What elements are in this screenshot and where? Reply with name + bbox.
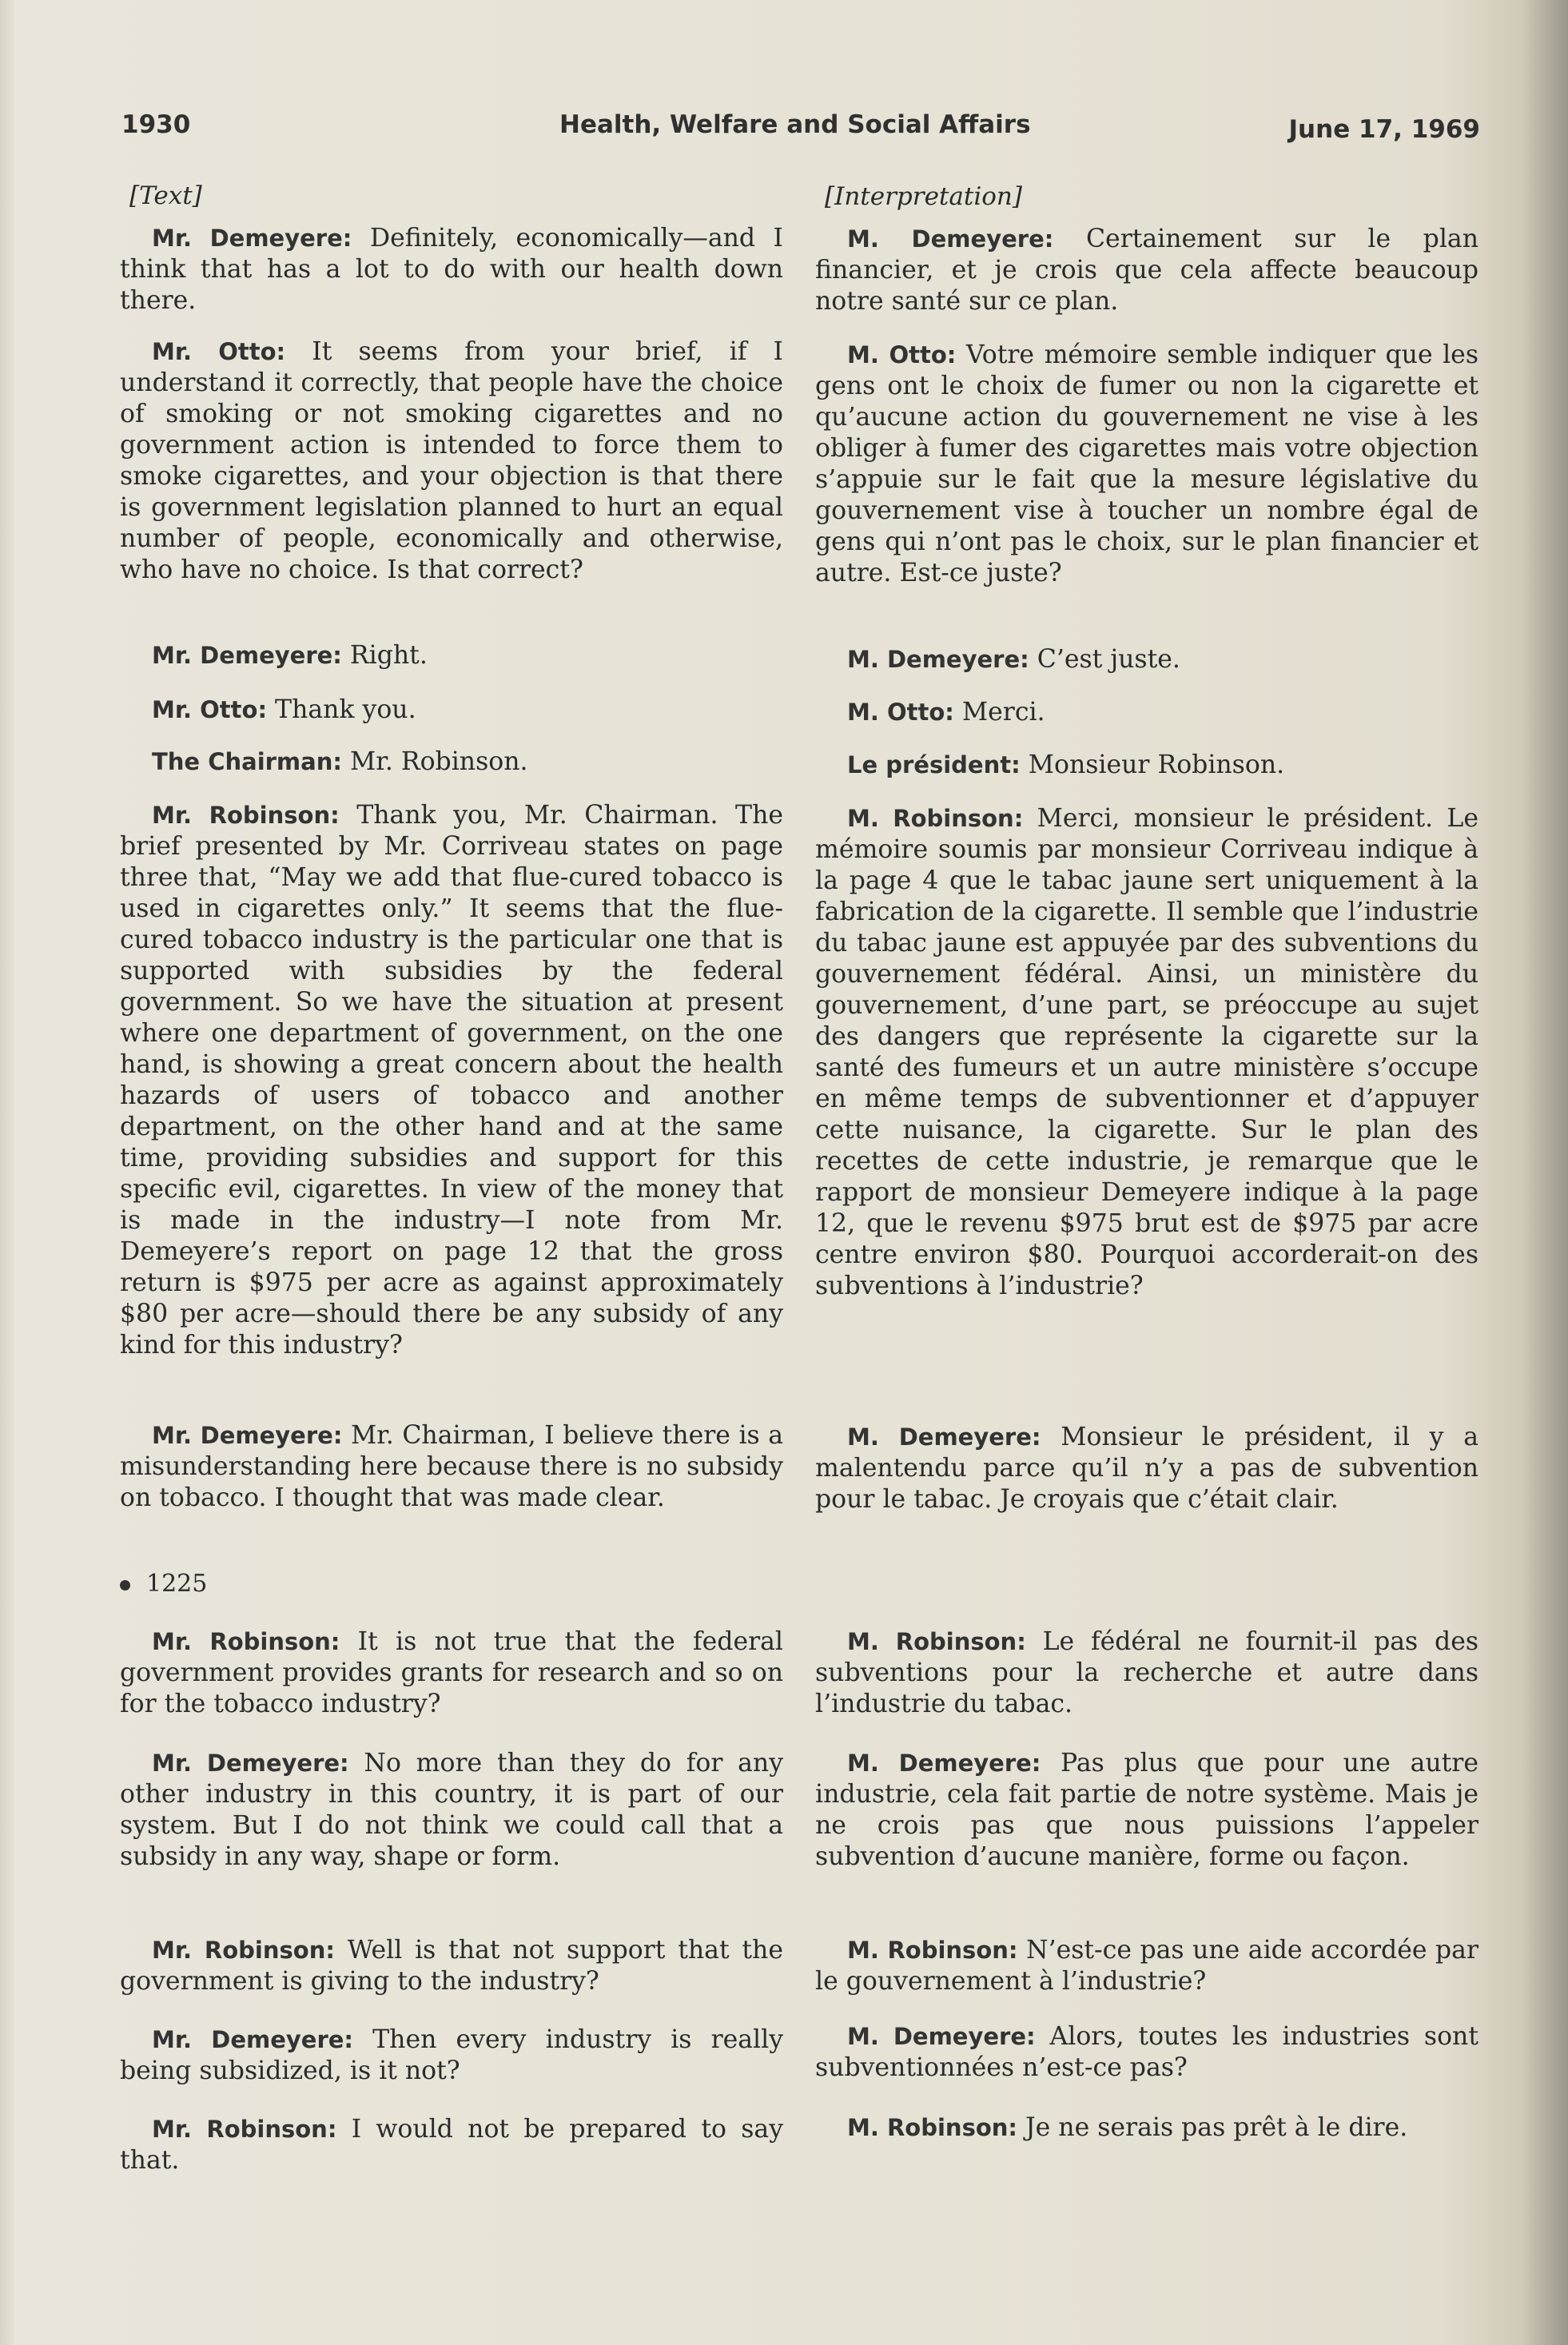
speech-paragraph <box>120 2025 783 2087</box>
speech-paragraph <box>120 640 783 671</box>
speaker-name: M. Otto: <box>847 699 954 726</box>
speech-paragraph <box>815 803 1478 1302</box>
column-label: [Text] <box>129 181 202 210</box>
speech-paragraph <box>815 1626 1478 1720</box>
speech-text: Certainement sur le plan financier, et je crois que cela affecte beaucoup notre santé sur ce plan. <box>815 225 1478 316</box>
speech-paragraph <box>120 2114 783 2176</box>
speaker-name: Le président: <box>847 751 1021 778</box>
speaker-name: Mr. Demeyere: <box>152 1750 349 1777</box>
speech-text: It seems from your brief, if I understand it correctly, that people have the choice of smoking or not smoking cigarettes and no government action is intended to force them to smoke cigarettes, and your objection is that there is government legislation planned to hurt an equal number of people, economically and otherwise, who have no choice. Is that correct? <box>120 337 783 584</box>
speech-text: Thank you, Mr. Chairman. The brief presented by Mr. Corriveau states on page three that, “May we add that flue-cured tobacco is used in cigarettes only.” It seems that the flue-cured tobacco industry is the particular one that is supported with subsidies by the federal government. So we have the situation at present where one department of government, on the one hand, is showing a great concern about the health hazards of users of tobacco and another department, on the other hand and at the same time, providing subsidies and support for this specific evil, cigarettes. In view of the money that is made in the industry—I note from Mr. Demeyere’s report on page 12 that the gross return is $975 per acre as against approximately $80 per acre—should there be any subsidy of any kind for this industry? <box>120 801 783 1360</box>
speaker-name: Mr. Robinson: <box>152 1628 340 1655</box>
running-title: Health, Welfare and Social Affairs <box>559 110 1031 139</box>
page-edge <box>0 0 14 2345</box>
speech-paragraph <box>815 1748 1478 1873</box>
time-marker <box>120 1568 207 1599</box>
page-number: 1930 <box>121 110 191 139</box>
speaker-name: Mr. Demeyere: <box>152 1422 343 1449</box>
speech-paragraph <box>815 644 1478 675</box>
speech-text: Alors, toutes les industries sont subventionnées n’est-ce pas? <box>815 2022 1478 2082</box>
speech-text: I would not be prepared to say that. <box>120 2115 783 2175</box>
speech-text: Pas plus que pour une autre industrie, cela fait partie de notre système. Mais je ne crois pas que nous puissions l’appeler subvention d’aucune manière, forme ou façon. <box>815 1749 1478 1871</box>
speaker-name: M. Demeyere: <box>847 646 1029 673</box>
page-header <box>121 110 1480 150</box>
bullet-icon <box>120 1580 130 1591</box>
speaker-name: M. Robinson: <box>847 2114 1017 2141</box>
speaker-name: M. Robinson: <box>847 805 1024 832</box>
speaker-name: M. Demeyere: <box>847 1423 1041 1451</box>
speech-text: Je ne serais pas prêt à le dire. <box>1017 2113 1408 2142</box>
speech-text: Merci, monsieur le président. Le mémoire soumis par monsieur Corriveau indique à la page 4 que le tabac jaune sert uniquement à la fabrication de la cigarette. Il semble que l’industrie du tabac jaune est appuyée par des subventions du gouvernement fédéral. Ainsi, un ministère du gouvernement, d’une part, se préoccupe au sujet des dangers que représente la cigarette sur la santé des fumeurs et un autre ministère s’occupe en même temps de subventionner et d’appuyer cette nuisance, la cigarette. Sur le plan des recettes de cette industrie, je remarque que le rapport de monsieur Demeyere indique à la page 12, que le revenu $975 brut est de $975 par acre centre environ $80. Pourquoi accorderait-on des subventions à l’industrie? <box>815 804 1478 1300</box>
speech-text: N’est-ce pas une aide accordée par le gouvernement à l’industrie? <box>815 1936 1479 1996</box>
speech-paragraph <box>815 340 1478 589</box>
speech-paragraph <box>815 1935 1478 1997</box>
speech-text: Votre mémoire semble indiquer que les gens ont le choix de fumer ou non la cigarette et qu’aucune action du gouvernement ne vise à les obliger à fumer des cigarettes mais votre objection s’appuie sur le fait que la mesure législative du gouvernement vise à toucher un nombre égal de gens qui n’ont pas le choix, sur le plan financier et autre. Est-ce juste? <box>815 340 1478 587</box>
speech-paragraph <box>815 2021 1478 2084</box>
speaker-name: M. Demeyere: <box>847 225 1054 253</box>
speech-text: Mr. Robinson. <box>341 747 528 776</box>
speaker-name: Mr. Demeyere: <box>152 642 342 669</box>
speech-text: Le fédéral ne fournit-il pas des subventions pour la recherche et autre dans l’industrie du tabac. <box>815 1627 1478 1718</box>
speaker-name: The Chairman: <box>152 748 342 775</box>
speech-paragraph <box>815 750 1478 781</box>
speech-text: It is not true that the federal government provides grants for research and so on for the tobacco industry? <box>120 1627 783 1718</box>
speech-paragraph <box>120 695 783 726</box>
speech-text: Definitely, economically—and I think that has a lot to do with our health down there. <box>120 224 783 315</box>
column-label: [Interpretation] <box>825 182 1022 211</box>
speech-paragraph <box>120 336 783 586</box>
speaker-name: M. Demeyere: <box>847 1750 1041 1777</box>
speech-text: Thank you. <box>267 695 416 724</box>
speech-text: Well is that not support that the government is giving to the industry? <box>120 1936 783 1996</box>
speaker-name: M. Robinson: <box>847 1937 1018 1964</box>
speaker-name: Mr. Demeyere: <box>152 225 352 252</box>
speech-text: Monsieur Robinson. <box>1020 750 1285 779</box>
speech-paragraph <box>120 1626 783 1720</box>
header-date: June 17, 1969 <box>1288 115 1480 144</box>
speaker-name: Mr. Demeyere: <box>152 2026 354 2053</box>
speech-paragraph <box>120 746 783 778</box>
speech-text: Merci. <box>953 698 1045 727</box>
speaker-name: Mr. Robinson: <box>152 802 340 829</box>
speech-paragraph <box>815 1422 1478 1515</box>
speech-text: Mr. Chairman, I believe there is a misunderstanding here because there is no subsidy on tobacco. I thought that was made clear. <box>120 1421 783 1512</box>
speaker-name: Mr. Otto: <box>152 338 286 365</box>
speech-text: Right. <box>341 641 428 670</box>
speech-text: Then every industry is really being subsidized, is it not? <box>120 2025 783 2085</box>
speech-paragraph <box>120 1748 783 1873</box>
speech-text: No more than they do for any other industry in this country, it is part of our system. But I do not think we could call that a subsidy in any way, shape or form. <box>120 1749 783 1871</box>
speech-paragraph <box>815 224 1478 317</box>
speaker-name: M. Otto: <box>847 341 957 368</box>
speaker-name: Mr. Robinson: <box>152 2116 337 2143</box>
speaker-name: Mr. Robinson: <box>152 1937 335 1964</box>
speech-paragraph <box>120 1935 783 1997</box>
speaker-name: M. Robinson: <box>847 1628 1026 1655</box>
time-marker-value: 1225 <box>146 1570 208 1598</box>
speech-text: C’est juste. <box>1029 645 1180 674</box>
speech-text: Monsieur le président, il y a malentendu parce qu’il n’y a pas de subvention pour le tabac. Je croyais que c’était clair. <box>815 1423 1478 1514</box>
speech-paragraph <box>120 800 783 1361</box>
speaker-name: M. Demeyere: <box>847 2023 1036 2050</box>
speech-paragraph <box>120 223 783 317</box>
speech-paragraph <box>120 1420 783 1514</box>
speech-paragraph <box>815 697 1478 728</box>
speech-paragraph <box>815 2112 1478 2144</box>
speaker-name: Mr. Otto: <box>152 696 268 723</box>
